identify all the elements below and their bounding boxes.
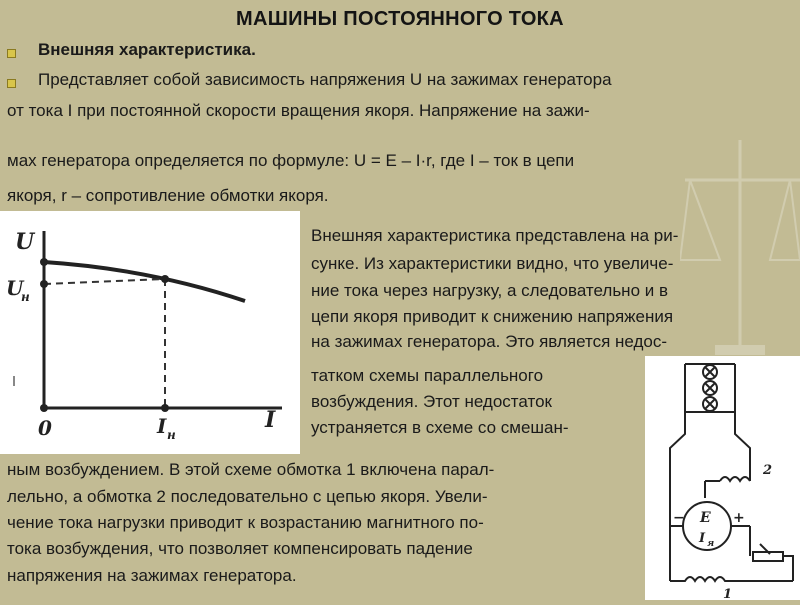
y-tick-subscript: н	[21, 290, 30, 304]
section-heading: Внешняя характеристика.	[38, 40, 256, 59]
winding2-label: 2	[763, 463, 773, 478]
paragraph1-line: Представляет собой зависимость напряжения U на зажимах генератора	[38, 70, 612, 89]
characteristic-curve	[44, 262, 245, 301]
bullet-marker	[7, 49, 16, 58]
origin-label: 0	[38, 416, 52, 440]
paragraph2-line: тока возбуждения, что позволяет компенсировать падение	[7, 539, 473, 558]
armature-current-label: I	[699, 531, 706, 546]
paragraph2-line: цепи якоря приводит к снижению напряжения	[311, 307, 674, 326]
paragraph2-line: татком схемы параллельного	[311, 366, 544, 385]
paragraph2-line: возбуждения. Этот недостаток	[311, 392, 552, 411]
page-title: МАШИНЫ ПОСТОЯННОГО ТОКА	[236, 8, 564, 30]
operating-point	[161, 275, 169, 283]
paragraph2-line: ние тока через нагрузку, а следовательно и в	[311, 281, 668, 300]
winding1-label: 1	[723, 587, 733, 600]
no-load-point	[40, 258, 48, 266]
bullet-marker	[7, 79, 16, 88]
compound-excitation-circuit	[645, 356, 800, 600]
paragraph2-line: сунке. Из характеристики видно, что увеличе-	[311, 254, 674, 273]
paragraph2-line: напряжения на зажимах генератора.	[7, 566, 297, 585]
paragraph2-line: лельно, а обмотка 2 последовательно с цепью якоря. Увели-	[7, 487, 488, 506]
origin-point	[40, 404, 48, 412]
background-scale-decoration	[680, 120, 800, 370]
x-tick-subscript: н	[167, 428, 176, 442]
external-characteristic-graph	[0, 211, 300, 454]
y-axis-label: U	[15, 229, 35, 255]
paragraph2-line: чение тока нагрузки приводит к возрастанию магнитного по-	[7, 513, 484, 532]
emf-label: E	[700, 510, 711, 526]
rated-voltage-point	[40, 280, 48, 288]
rated-current-point	[161, 404, 169, 412]
armature-current-subscript: я	[707, 539, 715, 549]
x-tick-label: I	[157, 414, 167, 438]
paragraph2-line: устраняется в схеме со смешан-	[311, 418, 569, 437]
paragraph2-line: ным возбуждением. В этой схеме обмотка 1 включена парал-	[7, 460, 495, 479]
paragraph1-line: мах генератора определяется по формуле: U = E – I·r, где I – ток в цепи	[7, 151, 575, 170]
minus-terminal-label: −	[673, 510, 685, 526]
rated-voltage-dashed-line	[44, 279, 165, 284]
plus-terminal-label: +	[733, 510, 745, 526]
paragraph1-line: от тока I при постоянной скорости вращения якоря. Напряжение на зажи-	[7, 101, 590, 120]
paragraph2-line: Внешняя характеристика представлена на ри-	[311, 226, 679, 245]
y-tick-label: U	[6, 276, 24, 300]
x-axis-label: I	[265, 407, 276, 433]
paragraph2-line: на зажимах генератора. Это является недос-	[311, 332, 667, 351]
paragraph1-line: якоря, r – сопротивление обмотки якоря.	[7, 186, 329, 205]
